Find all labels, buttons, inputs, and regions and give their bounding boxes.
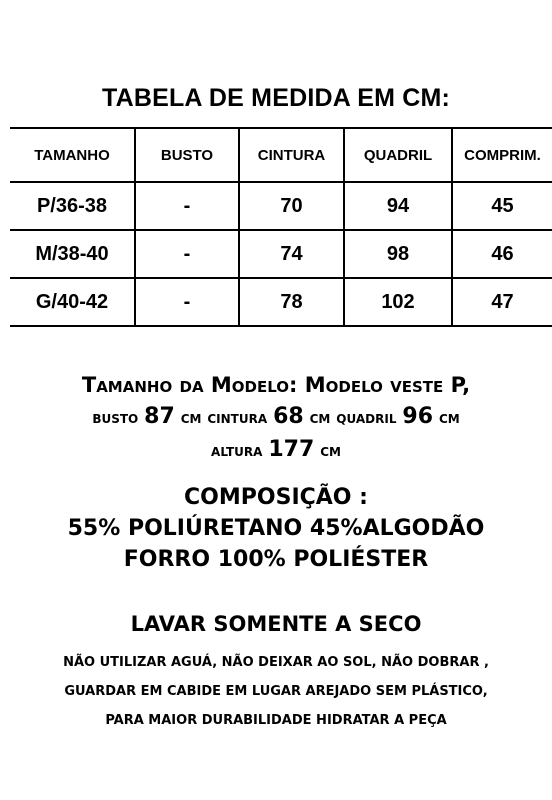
busto-value: 87 — [144, 404, 175, 429]
cell-busto: - — [135, 182, 239, 230]
composition-line-2: FORRO 100% POLIÉSTER — [123, 547, 429, 572]
altura-unit: cm — [320, 441, 341, 461]
cintura-label: cm cintura — [180, 408, 268, 428]
quadril-value: 96 — [402, 404, 434, 429]
cell-cintura: 74 — [239, 230, 344, 278]
table-row — [10, 230, 552, 278]
altura-value: 177 — [268, 437, 315, 462]
header-busto: BUSTO — [135, 128, 239, 182]
header-cintura: CINTURA — [239, 128, 344, 182]
table-row — [10, 278, 552, 326]
cintura-value: 68 — [273, 404, 304, 429]
care-heading: LAVAR SOMENTE A SECO — [130, 612, 422, 636]
header-comprimento: COMPRIM. — [452, 128, 552, 182]
care-line-3: PARA MAIOR DURABILIDADE HIDRATAR A PEÇA — [105, 713, 447, 728]
model-size-line: Tamanho da Modelo: Modelo veste P, — [81, 373, 471, 397]
care-line-1: NÃO UTILIZAR AGUÁ, NÃO DEIXAR AO SOL, NÃO DOBRAR , — [63, 655, 489, 670]
cell-comprimento: 46 — [452, 230, 552, 278]
model-measures-line — [0, 401, 552, 434]
care-instructions — [0, 648, 552, 735]
table-header-row — [10, 128, 552, 182]
cell-comprimento: 45 — [452, 182, 552, 230]
composition-line-1: 55% POLIÚRETANO 45%ALGODÃO — [67, 516, 485, 541]
altura-label: altura — [211, 441, 263, 461]
size-table — [10, 127, 552, 327]
cell-busto: - — [135, 278, 239, 326]
cell-size: P/36-38 — [10, 182, 135, 230]
cell-quadril: 98 — [344, 230, 452, 278]
busto-label: busto — [92, 408, 139, 428]
cell-cintura: 78 — [239, 278, 344, 326]
cell-comprimento: 47 — [452, 278, 552, 326]
cm-end: cm — [438, 408, 460, 428]
cell-quadril: 94 — [344, 182, 452, 230]
header-quadril: QUADRIL — [344, 128, 452, 182]
cell-size: M/38-40 — [10, 230, 135, 278]
cell-quadril: 102 — [344, 278, 452, 326]
table-row — [10, 182, 552, 230]
composition — [0, 482, 552, 575]
quadril-label: cm quadril — [309, 408, 397, 428]
model-height-line — [0, 434, 552, 467]
cell-cintura: 70 — [239, 182, 344, 230]
page-title: TABELA DE MEDIDA EM CM: — [101, 84, 451, 112]
cell-size: G/40-42 — [10, 278, 135, 326]
model-info — [0, 370, 552, 467]
composition-heading: COMPOSIÇÃO : — [184, 485, 368, 510]
care-line-2: GUARDAR EM CABIDE EM LUGAR AREJADO SEM PLÁSTICO, — [64, 684, 488, 699]
cell-busto: - — [135, 230, 239, 278]
header-tamanho: TAMANHO — [10, 128, 135, 182]
